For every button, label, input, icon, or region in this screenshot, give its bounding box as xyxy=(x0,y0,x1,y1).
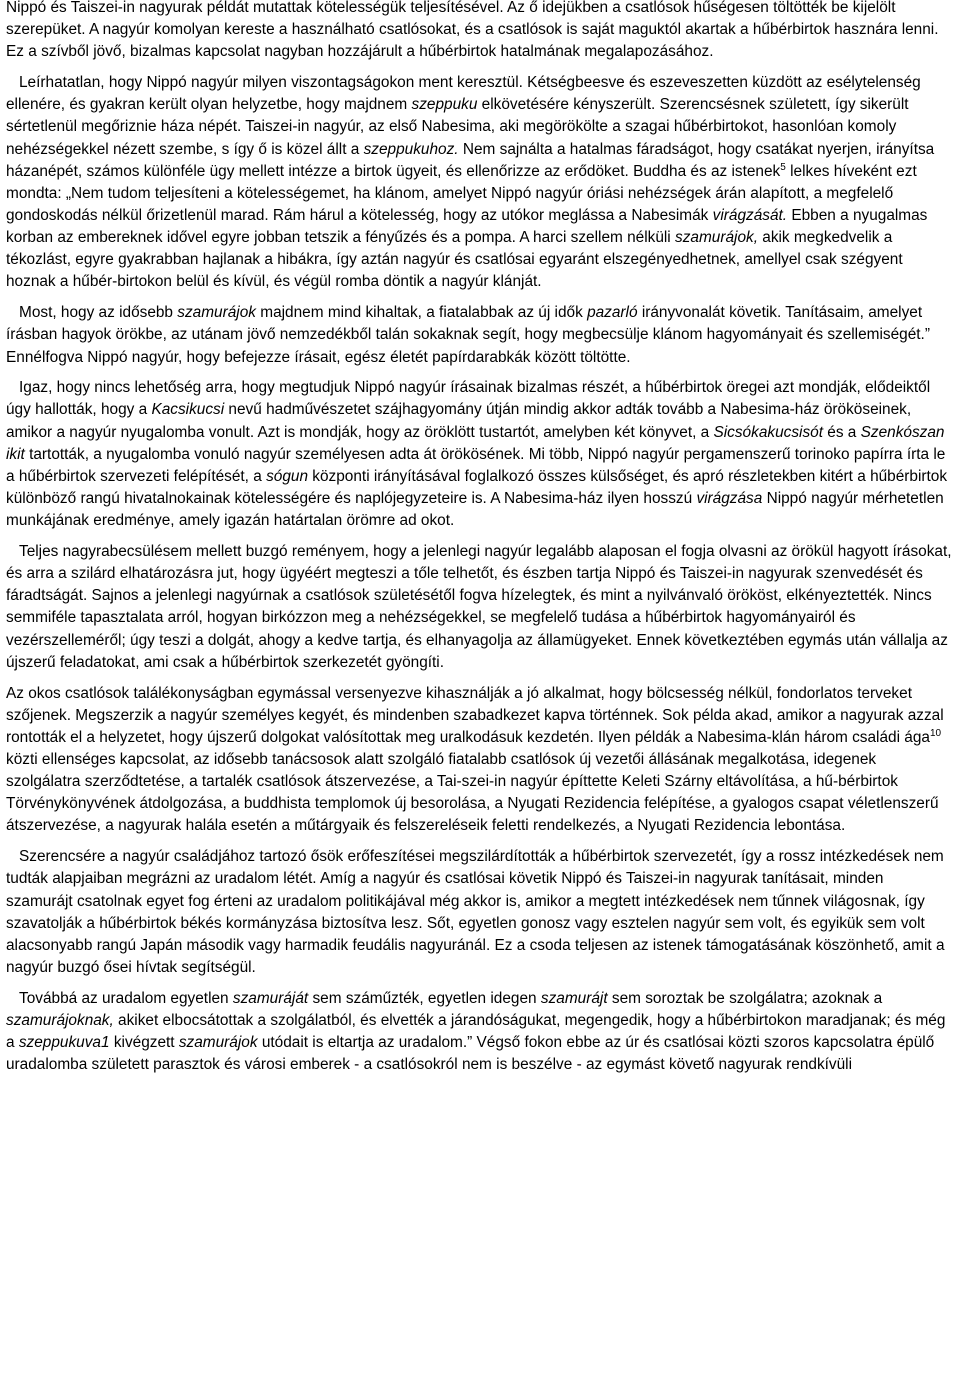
paragraph-p8 xyxy=(6,988,954,1077)
text-segment: központi irányításával foglalkozó összes külsőséget, és apró részletekben kitért a hűbérbirtok különböző rangú hivatalnokainak kötelességére és naplójegyzeteire is. A Nabesima-ház ilyen hosszú xyxy=(6,467,948,508)
italic-term: szeppukuva1 xyxy=(18,1034,110,1052)
italic-term: szamurájoknak, xyxy=(6,1011,114,1029)
text-segment: Leírhatatlan, hogy Nippó nagyúr milyen viszontagságokon ment keresztül. Kétségbeesve és eszeveszetten küzdött az esélytelenség ellenére, és gyakran került olyan helyzetbe, hogy majdnem xyxy=(6,74,921,114)
paragraph-p6 xyxy=(6,683,954,838)
italic-term: Kacsikucsi xyxy=(151,401,225,419)
text-segment: kivégzett xyxy=(109,1034,179,1052)
text-segment: akiket elbocsátottak a szolgálatból, és elvették a járandóságukat, megengedik, hogy a hűbérbirtokon maradjanak; és még a xyxy=(6,1011,946,1052)
text-segment: akik megkedvelik a tékozlást, egyre gyakrabban hajlanak a hibákra, így aztán nagyúr és csatlósai egyaránt elszegényedhetnek, amellyel csak szégyent hoznak a hűbér-birtokon belül és kívül, és végül romba döntik a nagyúr klánját. xyxy=(6,229,903,291)
paragraph-p2 xyxy=(6,72,954,294)
text-segment: Teljes nagyrabecsülésem mellett buzgó reményem, hogy a jelenlegi nagyúr legalább alaposan el fogja olvasni az örökül hagyott írásokat, és arra a szilárd elhatározásra jut, hogy ügyéért megteszi a tőle telhetőt, és észben tartja Nippó és Taiszei-in nagyurak szenvedését és fáradtságát. Sajnos a jelenlegi nagyúrnak a csatlósok születésétől fogva hízelegtek, és mint a nyilvánvaló örököst, elkényeztették. Nincs semmiféle tapasztalata arról, hogyan birkózzon meg a nehézségekkel, se megfelelő tudása a hűbérbirtok hagyományairól és vezérszelleméről; úgy teszi a dolgát, ahogy a kedve tartja, és elhanyagolja az államügyeket. Ennek következtében egymás után vállalja az újszerű feladatokat, ami csak a hűbérbirtok szerkezetét gyöngíti. xyxy=(6,542,952,671)
italic-term: Szenkószan ikit xyxy=(6,423,945,463)
paragraph-p7 xyxy=(6,846,954,979)
italic-term: pazarló xyxy=(587,304,638,322)
text-segment: Igaz, hogy nincs lehetőség arra, hogy megtudjuk Nippó nagyúr írásainak bizalmas részét, a hűbérbirtok öregei azt mondják, elődeiktől úgy hallották, hogy a xyxy=(6,379,931,419)
text-segment: tartották, a nyugalomba vonuló nagyúr személyesen adta át örökösének. Mi több, Nippó nagyúr pergamenszerű torinoko papírra írta le a hűbérbirtok szervezeti felépítését, a xyxy=(6,445,946,485)
italic-term: szamurájok xyxy=(177,304,256,322)
text-segment: Most, hogy az idősebb xyxy=(19,304,178,322)
text-segment: elkövetésére kényszerült. Szerencsésnek született, így sikerült sértetlenül megőriznie háza népét. Taiszei-in nagyúr, az első Nabesima, aki megörökölte a szagai hűbérbirtokot, hasonlóan komoly nehézségekkel nézett szembe, s így ő is közel állt a xyxy=(6,96,909,158)
italic-term: Sicsókakucsisót xyxy=(713,423,823,441)
footnote-marker: 5 xyxy=(780,161,786,173)
paragraph-p5 xyxy=(6,541,954,674)
text-segment: Szerencsére a nagyúr családjához tartozó ősök erőfeszítései megszilárdították a hűbérbirtok szervezetét, így a rossz intézkedések nem tudták alapjaiban megrázni az uradalom létét. Amíg a nagyúr és csatlósai követik Nippó és Taiszei-in nagyurak tanításait, minden szamurájt csatolnak egyet fog érteni az uradalom politikájával még akkor is, amikor a megtett intézkedések nem tűnnek világosnak, így szavatolják a hűbérbirtok békés kormányzása biztosítva lesz. Sőt, egyetlen gonosz vagy esztelen nagyúr sem volt, és egyikük sem volt alacsonyabb rangú Japán második vagy harmadik feudális nagyuránál. Ez a csoda teljesen az istenek támogatásának köszönhető, amit a nagyúr buzgó ősei hívtak segítségül. xyxy=(6,848,945,976)
footnote-marker: 10 xyxy=(929,727,942,739)
italic-term: szeppukuhoz. xyxy=(363,140,459,158)
text-segment: sem száműzték, egyetlen idegen xyxy=(308,989,541,1007)
text-segment: Az okos csatlósok találékonyságban egymással versenyezve kihasználják a jó alkalmat, hogy bölcsesség nélkül, fondorlatos terveket szőjenek. Megszerzik a nagyúr személyes kegyét, és mindenben szabadkezet kapva történnek. Sok példa akad, amikor a nagyurak azzal rontották el a helyzetet, hogy újszerű dolgokat valósítottak meg uralkodásuk kezdetén. Ilyen példák a Nabesima-klán három családi ága xyxy=(6,684,944,746)
text-segment: és a xyxy=(822,423,861,441)
italic-term: szamuráját xyxy=(232,989,309,1007)
text-segment: közti ellenséges kapcsolat, az idősebb tanácsosok alatt szolgáló fiatalabb csatlósok új vezetői állásának megalkotása, idegenek szolgálatra szerződtetése, a tartalék csatlósok átszervezése, a Tai-szei-in nagyúr építtette Keleti Szárny eltávolítása, a hű-bérbirtok Törvénykönyvének átdolgozása, a buddhista templomok új besorolása, a Nyugati Rezidencia felépítése, a gyalogos csapat véletlenszerű átszervezése, a nagyurak halála esetén a műtárgyaik és felszereléseik feletti rendelkezés, a Nyugati Rezidencia lebontása. xyxy=(6,750,939,835)
text-segment: majdnem mind kihaltak, a fiatalabbak az új idők xyxy=(255,304,588,322)
paragraph-p4 xyxy=(6,377,954,532)
italic-term: szamurájt xyxy=(540,989,608,1007)
paragraph-p1 xyxy=(6,0,954,63)
text-segment: Nippó nagyúr mérhetetlen munkájának eredménye, amely igazán határtalan örömre ad okot. xyxy=(6,490,944,530)
text-segment: nevű hadművészetet szájhagyomány útján mindig akkor adták tovább a Nabesima-ház örököseinek, amikor a nagyúr nyugalomba vonult. Azt is mondják, hogy az öröklött tustartót, amelyben két könyvet, a xyxy=(6,401,912,441)
italic-term: sógun xyxy=(266,467,309,485)
text-segment: Továbbá az uradalom egyetlen xyxy=(19,989,233,1007)
text-segment: Ebben a nyugalmas korban az embereknek idővel egyre jobban tetszik a fényűzés és a pompa. A harci szellem nélküli xyxy=(6,207,928,247)
text-segment: Nem sajnálta a hatalmas fáradságot, hogy csatákat nyerjen, irányítsa házanépét, számos különféle ügy mellett intézze a birtok ügyeit, és ellenőrizze az erődöket. Buddha és az istenek xyxy=(6,140,935,180)
text-segment: utódait is eltartja az uradalom.” Végső fokon ebbe az úr és csatlósai közti szoros kapcsolatra épülő uradalomba született parasztok és városi emberek - a csatlósokról nem is beszélve - az egymást követő nagyurak rendkívüli xyxy=(6,1034,935,1074)
text-segment: Nippó és Taiszei-in nagyurak példát mutattak kötelességük teljesítésével. Az ő idejükben a csatlósok hűségesen töltötték be kijelölt szerepüket. A nagyúr komolyan kereste a használható csatlósokat, és a csatlósok is saját maguktól akartak a hűbérbirtok hasznára lenni. Ez a szívből jövő, bizalmas kapcsolat nagyban hozzájárult a hűbérbirtok hatalmának megalapozásához. xyxy=(6,0,939,61)
italic-term: virágzása xyxy=(696,490,763,508)
paragraph-p3 xyxy=(6,302,954,368)
italic-term: szamurájok xyxy=(178,1034,258,1052)
text-segment: lelkes híveként ezt mondta: „Nem tudom teljesíteni a kötelességemet, ha klánom, amelyet Nippó nagyúr óriási nehézségek árán alapított, a megfelelő gondoskodás nélkül őrizetlenül marad. Rám hárul a kötelesség, hogy az utókor meglássa a Nabesimák xyxy=(6,162,917,224)
text-segment: sem soroztak be szolgálatra; azoknak a xyxy=(607,989,883,1007)
italic-term: szeppuku xyxy=(411,96,478,114)
italic-term: szamurájok, xyxy=(675,229,758,247)
text-segment: irányvonalát követik. Tanításaim, amelyet írásban hagyok örökbe, az utánam jövő nemzedékből talán sokaknak segít, hogy megbecsülje klánom hagyományait és szellemiségét.” Ennélfogva Nippó nagyúr, hogy befejezze írásait, egész életét papírdarabkák között töltötte. xyxy=(6,304,930,366)
italic-term: virágzását. xyxy=(712,207,788,224)
